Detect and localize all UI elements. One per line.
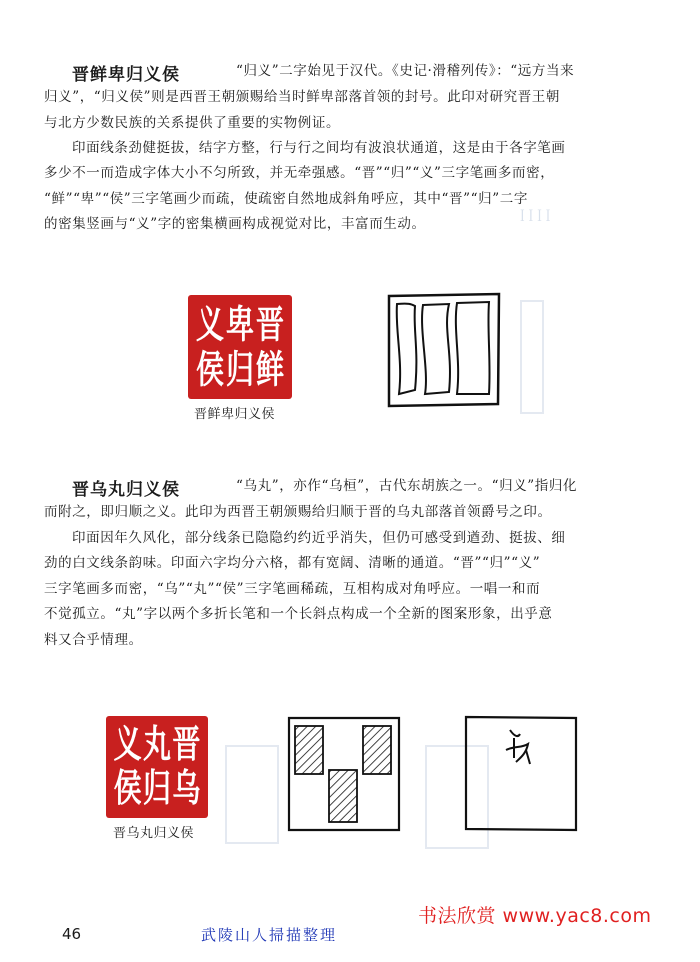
text-line: 不觉孤立。“丸”字以两个多折长笔和一个长斜点构成一个全新的图案形象，出乎意 bbox=[44, 606, 553, 622]
seal-character: 晋 bbox=[255, 301, 284, 347]
site-watermark: 书法欣赏 www.yac8.com bbox=[418, 905, 652, 927]
seal-character: 归 bbox=[142, 766, 171, 811]
seal-character: 卑 bbox=[225, 301, 254, 347]
paragraph bbox=[44, 551, 553, 653]
seal-character: 丸 bbox=[142, 722, 171, 767]
seal-character: 乌 bbox=[172, 766, 201, 811]
text-line: 多少不一而造成字体大小不匀所致，并无牵强感。“晋”“归”“义”三字笔画多而密， bbox=[44, 165, 555, 181]
channel-diagram bbox=[385, 290, 503, 410]
seal-caption: 晋乌丸归义侯 bbox=[113, 826, 195, 841]
seal-character-grid bbox=[113, 723, 201, 811]
show-through-box bbox=[520, 300, 544, 414]
paragraph bbox=[44, 85, 560, 136]
seal-impression bbox=[188, 295, 292, 399]
text-line: 归义”，“归义侯”则是西晋王朝颁赐给当时鲜卑部落首领的封号。此印对研究晋王朝 bbox=[44, 89, 561, 105]
seal-character: 归 bbox=[225, 346, 254, 392]
text-line: “归义”二字始见于汉代。《史记·滑稽列传》：“远方当来 bbox=[236, 63, 575, 79]
text-line: 而附之，即归顺之义。此印为西晋王朝颁赐给归顺于晋的乌丸部落首领爵号之印。 bbox=[44, 504, 552, 520]
seal-character: 义 bbox=[113, 722, 142, 767]
seal-character: 义 bbox=[195, 301, 224, 347]
text-line: 三字笔画多而密，“乌”“丸”“侯”三字笔画稀疏，互相构成对角呼应。一唱一和而 bbox=[44, 580, 541, 597]
paragraph bbox=[44, 500, 552, 526]
seal-impression bbox=[106, 716, 208, 818]
seal-character: 晋 bbox=[172, 722, 201, 767]
show-through-text: ꟾ ꟾ ꟾ ꟾ bbox=[520, 210, 551, 224]
section-title: 晋乌丸归义侯 bbox=[72, 480, 180, 500]
text-line: 与北方少数民族的关系提供了重要的实物例证。 bbox=[44, 114, 341, 131]
paragraph bbox=[236, 59, 574, 85]
paragraph bbox=[72, 136, 566, 162]
scanner-credit: 武陵山人掃描整理 bbox=[201, 926, 338, 944]
paragraph bbox=[236, 474, 577, 500]
text-line: 印面因年久风化，部分线条已隐隐约约近乎消失，但仍可感受到遒劲、挺拔、细 bbox=[72, 530, 566, 546]
show-through-box bbox=[225, 745, 279, 844]
glyph-sketch-diagram bbox=[462, 714, 580, 834]
text-line: 劲的白文线条韵味。印面六字均分六格，都有宽阔、清晰的通道。“晋”“归”“义” bbox=[44, 555, 541, 571]
page-number: 46 bbox=[62, 925, 82, 943]
seal-character: 侯 bbox=[195, 346, 224, 392]
seal-character: 鲜 bbox=[255, 346, 284, 392]
seal-caption: 晋鲜卑归义侯 bbox=[194, 407, 276, 422]
seal-character-grid bbox=[195, 302, 285, 392]
text-line: “鲜”“卑”“侯”三字笔画少而疏，使疏密自然地成斜角呼应，其中“晋”“归”二字 bbox=[44, 190, 528, 207]
diagonal-echo-diagram bbox=[285, 714, 403, 834]
paragraph bbox=[72, 526, 566, 552]
text-line: 的密集竖画与“义”字的密集横画构成视觉对比，丰富而生动。 bbox=[44, 216, 426, 232]
seal-character: 侯 bbox=[113, 766, 142, 811]
text-line: 印面线条劲健挺拔，结字方整，行与行之间均有波浪状通道，这是由于各字笔画 bbox=[72, 140, 566, 156]
section-title: 晋鲜卑归义侯 bbox=[72, 65, 180, 85]
text-line: “乌丸”，亦作“乌桓”，古代东胡族之一。“归义”指归化 bbox=[236, 478, 578, 494]
text-line: 料又合乎情理。 bbox=[44, 631, 143, 648]
paragraph bbox=[44, 161, 554, 238]
